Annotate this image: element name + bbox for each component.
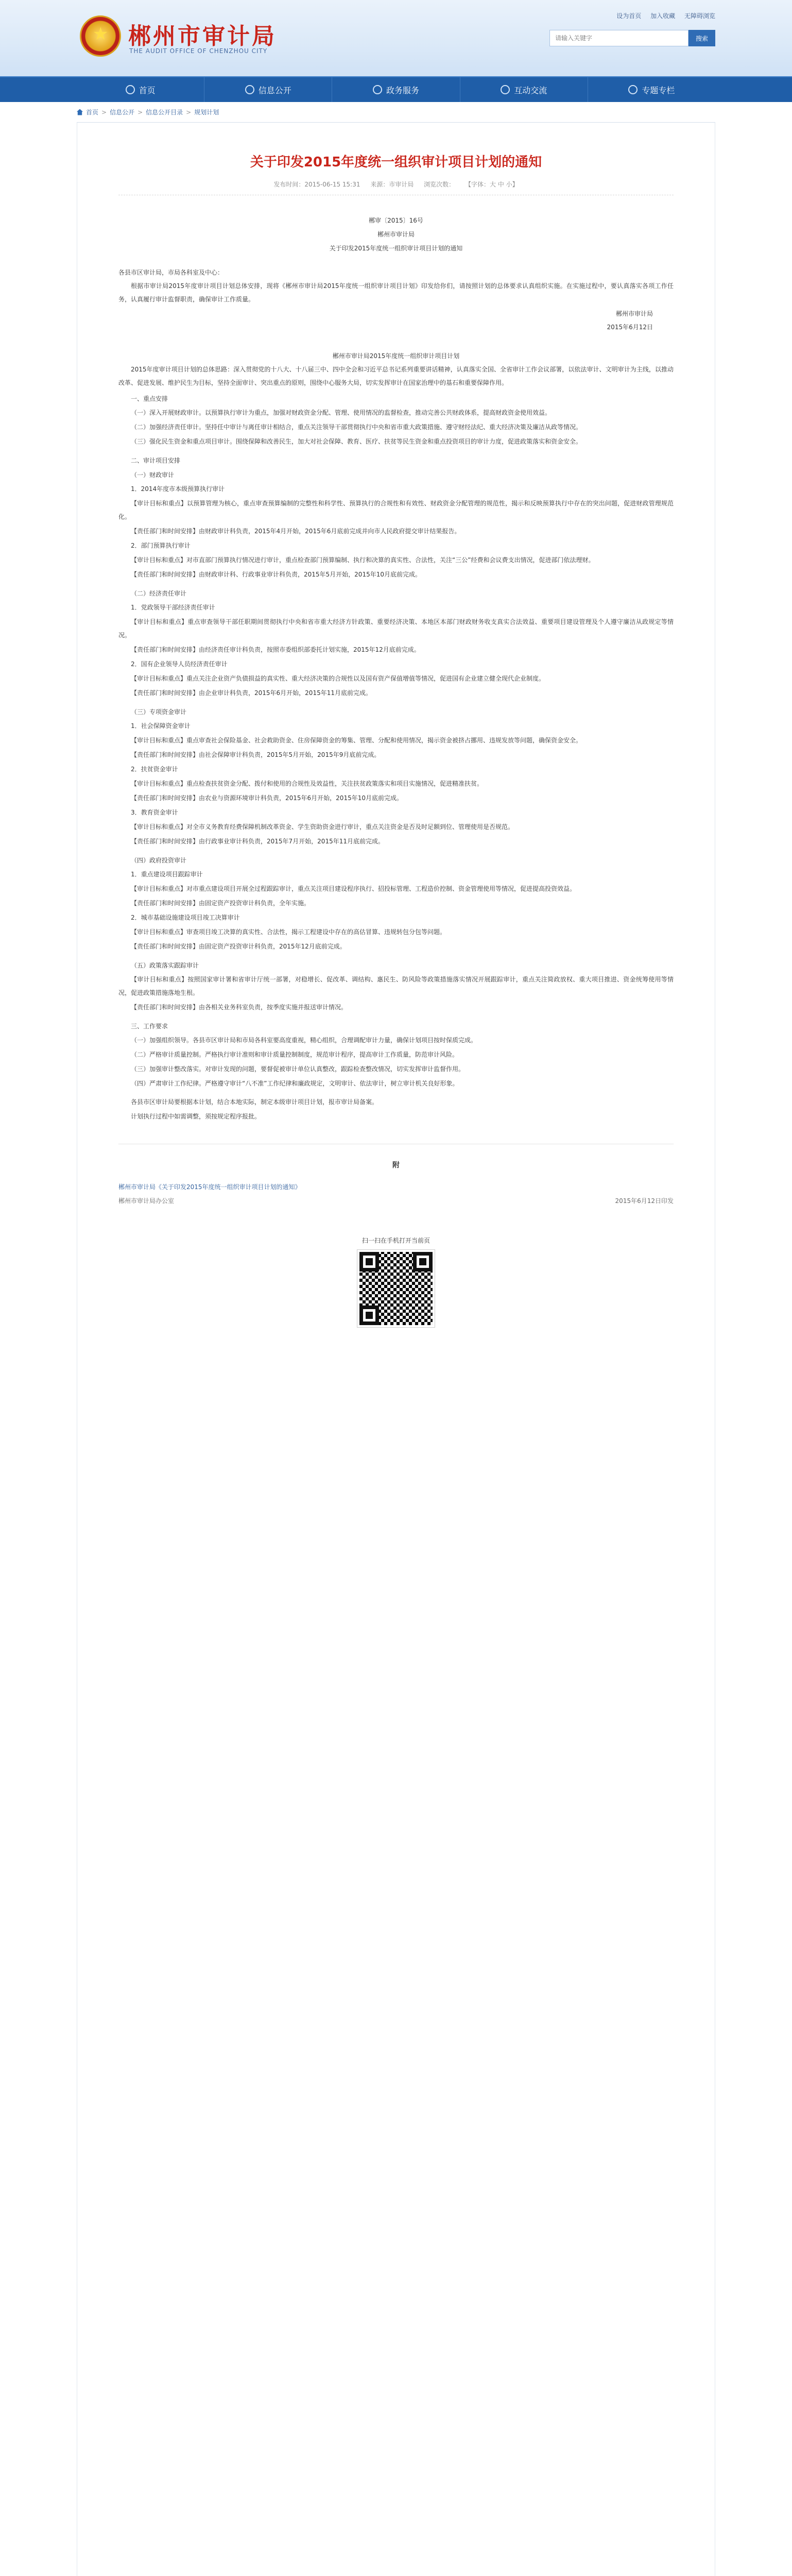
site-header <box>0 0 792 76</box>
nav-home-label: 首页 <box>139 85 156 95</box>
list-item: 2．城市基础设施建设项目竣工决算审计 <box>131 914 240 921</box>
list-item: 【审计目标和重点】重点审查社会保险基金、社会救助资金、住房保障资金的筹集、管理、分配和使用情况，揭示资金被挤占挪用、违规发放等问题，确保资金安全。 <box>131 737 582 744</box>
list-item: 1．党政领导干部经济责任审计 <box>131 604 215 611</box>
accessibility-link[interactable]: 无障碍浏览 <box>684 12 715 20</box>
attachment-section <box>118 1144 674 1205</box>
section-heading-2: 二、审计项目安排 <box>131 457 181 464</box>
list-item: （二）严格审计质量控制。严格执行审计准则和审计质量控制制度，规范审计程序，提高审计工作质量，防范审计风险。 <box>131 1051 459 1058</box>
attachment-link[interactable]: 郴州市审计局《关于印发2015年度统一组织审计项目计划的通知》 <box>118 1183 301 1191</box>
section-heading-3: 三、工作要求 <box>131 1023 168 1030</box>
list-item: （三）强化民生资金和重点项目审计。围绕保障和改善民生，加大对社会保障、教育、医疗、扶贫等民生资金和重点投资项目的审计力度，促进政策落实和资金安全。 <box>131 438 582 445</box>
nav-topics[interactable] <box>588 77 715 102</box>
list-item: （一）加强组织领导。各县市区审计局和市局各科室要高度重视，精心组织，合理调配审计力量，确保计划项目按时保质完成。 <box>131 1037 477 1044</box>
list-item: （三）加强审计整改落实。对审计发现的问题，要督促被审计单位认真整改，跟踪检查整改情况，切实发挥审计监督作用。 <box>131 1065 465 1073</box>
subsection-heading: （一）财政审计 <box>131 471 175 479</box>
list-item: 【审计目标和重点】按照国家审计署和省审计厅统一部署，对稳增长、促改革、调结构、惠民生、防风险等政策措施落实情况开展跟踪审计，重点关注简政放权、重大项目推进、资金统筹使用等情况，促进政策措施落地生根。 <box>118 976 674 996</box>
list-item: 【审计目标和重点】重点审查领导干部任职期间贯彻执行中央和省市重大经济方针政策、重要经济决策、本地区本部门财政财务收支真实合法效益、重要项目建设管理及个人遵守廉洁从政规定等情况。 <box>118 618 674 639</box>
list-item: 2．部门预算执行审计 <box>131 542 191 549</box>
article-meta <box>118 180 674 195</box>
home-icon <box>126 85 135 94</box>
meta-source: 来源：市审计局 <box>370 181 414 188</box>
breadcrumb-item-info[interactable]: 信息公开 <box>110 109 135 116</box>
list-item: 【责任部门和时间安排】由固定资产投资审计科负责，2015年12月底前完成。 <box>131 943 346 950</box>
service-icon <box>373 85 382 94</box>
meta-date: 发布时间：2015-06-15 15:31 <box>273 181 360 188</box>
subsection-heading: （五）政策落实跟踪审计 <box>131 962 199 969</box>
list-item: 【审计目标和重点】对市重点建设项目开展全过程跟踪审计，重点关注项目建设程序执行、招投标管理、工程造价控制、资金管理使用等情况，促进提高投资效益。 <box>131 885 576 892</box>
list-item: 【责任部门和时间安排】由企业审计科负责，2015年6月开始，2015年11月底前完成。 <box>131 689 372 697</box>
list-item: 【审计目标和重点】对市直部门预算执行情况进行审计，重点检查部门预算编制、执行和决算的真实性、合法性，关注“三公”经费和会议费支出情况，促进部门依法理财。 <box>131 556 595 564</box>
nav-services-label: 政务服务 <box>386 85 420 95</box>
list-item: 【责任部门和时间安排】由经济责任审计科负责，按照市委组织部委托计划实施，2015年12月底前完成。 <box>131 646 420 653</box>
topic-icon <box>628 85 638 94</box>
breadcrumb-item-directory[interactable]: 信息公开目录 <box>146 109 183 116</box>
list-item: 【责任部门和时间安排】由财政审计科、行政事业审计科负责，2015年5月开始，2015年10月底前完成。 <box>131 571 421 578</box>
nav-info-public[interactable] <box>204 77 332 102</box>
info-icon <box>245 85 254 94</box>
list-item: （二）加强经济责任审计。坚持任中审计与离任审计相结合，重点关注领导干部贯彻执行中央和省市重大政策措施、遵守财经法纪、重大经济决策及廉洁从政等情况。 <box>131 423 582 431</box>
list-item: 2．扶贫资金审计 <box>131 766 178 773</box>
breadcrumb-item-plans[interactable]: 规划计划 <box>194 109 219 116</box>
nav-info-label: 信息公开 <box>258 85 291 95</box>
subsection-heading: （三）专项资金审计 <box>131 708 187 716</box>
national-emblem-icon: ★ <box>80 15 121 57</box>
nav-topics-label: 专题专栏 <box>642 85 675 95</box>
list-item: 1．2014年度市本级预算执行审计 <box>131 485 225 493</box>
attachment-footer <box>118 1196 674 1205</box>
article-title: 关于印发2015年度统一组织审计项目计划的通知 <box>250 155 542 170</box>
header-links <box>609 11 715 20</box>
section-heading-1: 一、重点安排 <box>131 395 168 402</box>
document-subtitle: 关于印发2015年度统一组织审计项目计划的通知 <box>329 245 463 252</box>
document-issuer: 郴州市审计局 <box>377 231 415 238</box>
list-item: 【审计目标和重点】重点关注企业资产负债损益的真实性、重大经济决策的合规性以及国有资产保值增值等情况，促进国有企业建立健全现代企业制度。 <box>131 675 545 682</box>
breadcrumb-item-home[interactable]: 首页 <box>86 109 99 116</box>
attachment-title: 附 <box>392 1161 400 1170</box>
site-title[interactable]: 郴州市审计局 <box>128 23 277 49</box>
list-item: （一）深入开展财政审计。以预算执行审计为重点，加强对财政资金分配、管理、使用情况的监督检查，推动完善公共财政体系，提高财政资金使用效益。 <box>131 409 552 416</box>
salutation: 各县市区审计局，市局各科室及中心： <box>118 269 224 276</box>
list-item: 【责任部门和时间安排】由行政事业审计科负责，2015年7月开始，2015年11月底前完成。 <box>131 838 384 845</box>
closing-paragraph: 计划执行过程中如需调整，须按规定程序报批。 <box>131 1113 261 1120</box>
list-item: （四）严肃审计工作纪律。严格遵守审计“八不准”工作纪律和廉政规定，文明审计、依法审计，树立审计机关良好形象。 <box>131 1080 459 1087</box>
list-item: 1．重点建设项目跟踪审计 <box>131 871 203 878</box>
qr-caption: 扫一扫在手机打开当前页 <box>361 1237 430 1244</box>
nav-services[interactable] <box>332 77 460 102</box>
font-size-switch[interactable]: 【字体：大 中 小】 <box>465 181 519 188</box>
qr-code-icon <box>357 1250 435 1327</box>
breadcrumb: 首页 > 信息公开 > 信息公开目录 > 规划计划 <box>77 102 715 123</box>
attachment-date: 2015年6月12日印发 <box>615 1197 674 1205</box>
search-button[interactable]: 搜索 <box>688 30 715 46</box>
nav-interaction[interactable] <box>460 77 588 102</box>
list-item: 【责任部门和时间安排】由财政审计科负责，2015年4月开始，2015年6月底前完成并向市人民政府提交审计结果报告。 <box>131 528 461 535</box>
list-item: 1．社会保障资金审计 <box>131 722 191 730</box>
nav-interaction-label: 互动交流 <box>514 85 547 95</box>
attachment-org: 郴州市审计局办公室 <box>118 1197 175 1205</box>
list-item: 【责任部门和时间安排】由各相关业务科室负责，按季度实施并报送审计情况。 <box>131 1004 348 1011</box>
list-item: 【审计目标和重点】重点检查扶贫资金分配、拨付和使用的合规性及效益性，关注扶贫政策落实和项目实施情况，促进精准扶贫。 <box>131 780 484 787</box>
list-item: 【责任部门和时间安排】由固定资产投资审计科负责，全年实施。 <box>131 900 311 907</box>
chat-icon <box>501 85 510 94</box>
meta-views: 浏览次数： <box>424 181 455 188</box>
signoff-org: 郴州市审计局 <box>615 310 653 317</box>
plan-intro: 2015年度审计项目计划的总体思路：深入贯彻党的十八大、十八届三中、四中全会和习近平总书记系列重要讲话精神，认真落实全国、全省审计工作会议部署，以依法审计、文明审计为主线，以推动改革、促进发展、维护民生为目标，坚持全面审计、突出重点的原则，围绕中心服务大局，切实发挥审计在国家治理中的基石和重要保障作用。 <box>118 366 674 386</box>
plan-title: 郴州市审计局2015年度统一组织审计项目计划 <box>332 352 460 360</box>
qr-section <box>345 1236 447 1327</box>
add-favorite-link[interactable]: 加入收藏 <box>650 12 676 20</box>
list-item: 【审计目标和重点】审查项目竣工决算的真实性、合法性，揭示工程建设中存在的高估冒算、违规转包分包等问题。 <box>131 928 446 936</box>
signoff-date: 2015年6月12日 <box>607 324 653 331</box>
main-nav <box>0 76 792 102</box>
breadcrumb-home-icon <box>77 109 83 115</box>
list-item: 2．国有企业领导人员经济责任审计 <box>131 660 228 668</box>
intro-paragraph: 根据市审计局2015年度审计项目计划总体安排，现将《郴州市审计局2015年度统一组织审计项目计划》印发给你们，请按照计划的总体要求认真组织实施。在实施过程中，要认真落实各项工作任务，认真履行审计监督职责，确保审计工作质量。 <box>118 282 674 303</box>
site-subtitle: THE AUDIT OFFICE OF CHENZHOU CITY <box>129 47 268 55</box>
document-number: 郴审〔2015〕16号 <box>369 217 423 224</box>
closing-paragraph: 各县市区审计局要根据本计划，结合本地实际，制定本级审计项目计划，报市审计局备案。 <box>131 1098 378 1106</box>
set-homepage-link[interactable]: 设为首页 <box>616 12 642 20</box>
nav-home[interactable] <box>77 77 204 102</box>
search-input[interactable] <box>549 30 688 46</box>
list-item: 【责任部门和时间安排】由社会保障审计科负责，2015年5月开始，2015年9月底前完成。 <box>131 751 381 758</box>
list-item: 【责任部门和时间安排】由农业与资源环境审计科负责，2015年6月开始，2015年10月底前完成。 <box>131 794 403 802</box>
subsection-heading: （四）政府投资审计 <box>131 857 187 864</box>
list-item: 【审计目标和重点】对全市义务教育经费保障机制改革资金、学生资助资金进行审计，重点关注资金是否及时足额到位、管理使用是否规范。 <box>131 823 514 831</box>
list-item: 【审计目标和重点】以预算管理为核心，重点审查预算编制的完整性和科学性、预算执行的合规性和有效性、财政资金分配管理的规范性，揭示和反映预算执行中存在的突出问题，促进财政管理规范化。 <box>118 500 674 520</box>
list-item: 3．教育资金审计 <box>131 809 178 816</box>
subsection-heading: （二）经济责任审计 <box>131 590 187 597</box>
article-container <box>77 123 715 2576</box>
